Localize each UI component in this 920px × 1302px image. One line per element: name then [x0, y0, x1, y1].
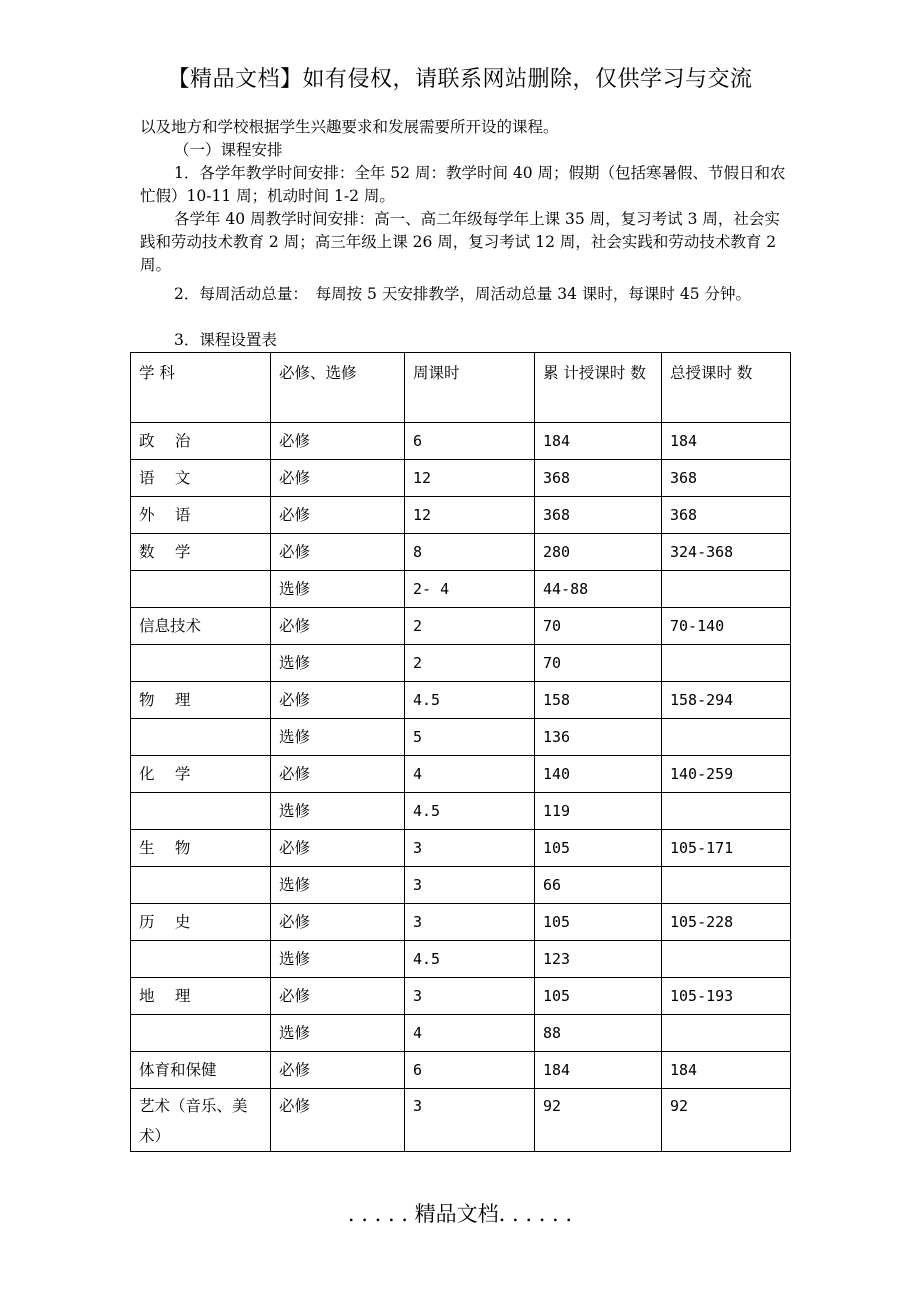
table-row — [131, 534, 791, 571]
cell-total-hours: 70-140 — [662, 608, 791, 645]
header-subject: 学 科 — [131, 353, 271, 423]
page-footer: . . . . . 精品文档. . . . . . — [347, 1202, 573, 1226]
cell-weekly-hours: 4.5 — [405, 793, 535, 830]
course-schedule-table — [130, 352, 791, 1152]
table-row — [131, 793, 791, 830]
cell-cumulative-hours: 123 — [535, 941, 662, 978]
cell-total-hours — [662, 719, 791, 756]
cell-type: 选修 — [271, 645, 405, 682]
cell-weekly-hours: 3 — [405, 904, 535, 941]
cell-weekly-hours: 2 — [405, 645, 535, 682]
cell-cumulative-hours: 44-88 — [535, 571, 662, 608]
cell-weekly-hours: 12 — [405, 497, 535, 534]
cell-total-hours: 184 — [662, 423, 791, 460]
table-row — [131, 941, 791, 978]
cell-total-hours: 184 — [662, 1052, 791, 1089]
cell-weekly-hours: 4.5 — [405, 682, 535, 719]
cell-total-hours: 140-259 — [662, 756, 791, 793]
header-weekly-hours: 周课时 — [405, 353, 535, 423]
cell-weekly-hours: 6 — [405, 1052, 535, 1089]
table-row — [131, 867, 791, 904]
cell-weekly-hours: 6 — [405, 423, 535, 460]
cell-total-hours: 105-171 — [662, 830, 791, 867]
table-row — [131, 978, 791, 1015]
table-row — [131, 460, 791, 497]
cell-subject — [131, 645, 271, 682]
cell-type: 选修 — [271, 719, 405, 756]
cell-type: 必修 — [271, 460, 405, 497]
cell-subject: 化 学 — [131, 756, 271, 793]
cell-subject: 语 文 — [131, 460, 271, 497]
cell-subject — [131, 719, 271, 756]
cell-weekly-hours: 4.5 — [405, 941, 535, 978]
cell-type: 选修 — [271, 793, 405, 830]
cell-subject: 政 治 — [131, 423, 271, 460]
paragraph-teaching-time: 1．各学年教学时间安排：全年 52 周：教学时间 40 周；假期（包括寒暑假、节假日和农忙假）10-11 周；机动时间 1-2 周。 — [140, 164, 786, 205]
cell-subject: 外 语 — [131, 497, 271, 534]
table-row — [131, 1089, 791, 1152]
cell-weekly-hours: 8 — [405, 534, 535, 571]
cell-type: 必修 — [271, 1052, 405, 1089]
cell-subject: 信息技术 — [131, 608, 271, 645]
cell-weekly-hours: 5 — [405, 719, 535, 756]
cell-total-hours: 368 — [662, 497, 791, 534]
table-row — [131, 497, 791, 534]
cell-subject: 体育和保健 — [131, 1052, 271, 1089]
cell-total-hours — [662, 1015, 791, 1052]
header-type: 必修、选修 — [271, 353, 405, 423]
table-caption: 3．课程设置表 — [174, 331, 277, 349]
paragraph-weekly-activity: 2．每周活动总量： 每周按 5 天安排教学，周活动总量 34 课时，每课时 45 分钟。 — [174, 285, 751, 303]
cell-type: 必修 — [271, 423, 405, 460]
cell-cumulative-hours: 66 — [535, 867, 662, 904]
cell-subject: 历 史 — [131, 904, 271, 941]
table-row — [131, 608, 791, 645]
cell-total-hours — [662, 645, 791, 682]
cell-subject: 数 学 — [131, 534, 271, 571]
cell-type: 选修 — [271, 571, 405, 608]
cell-type: 必修 — [271, 756, 405, 793]
cell-subject: 物 理 — [131, 682, 271, 719]
cell-total-hours: 105-193 — [662, 978, 791, 1015]
cell-type: 必修 — [271, 830, 405, 867]
cell-total-hours — [662, 941, 791, 978]
cell-subject — [131, 941, 271, 978]
cell-cumulative-hours: 368 — [535, 497, 662, 534]
cell-cumulative-hours: 140 — [535, 756, 662, 793]
cell-total-hours — [662, 793, 791, 830]
table-row — [131, 1052, 791, 1089]
cell-cumulative-hours: 92 — [535, 1089, 662, 1152]
cell-weekly-hours: 12 — [405, 460, 535, 497]
cell-subject: 艺术（音乐、美术） — [131, 1089, 271, 1152]
cell-subject — [131, 867, 271, 904]
cell-cumulative-hours: 70 — [535, 645, 662, 682]
cell-type: 必修 — [271, 497, 405, 534]
cell-total-hours: 324-368 — [662, 534, 791, 571]
cell-weekly-hours: 4 — [405, 756, 535, 793]
cell-type: 必修 — [271, 534, 405, 571]
intro-continuation: 以及地方和学校根据学生兴趣要求和发展需要所开设的课程。 — [140, 118, 559, 136]
table-row — [131, 645, 791, 682]
cell-cumulative-hours: 119 — [535, 793, 662, 830]
cell-weekly-hours: 4 — [405, 1015, 535, 1052]
cell-subject: 地 理 — [131, 978, 271, 1015]
cell-type: 必修 — [271, 904, 405, 941]
cell-weekly-hours: 3 — [405, 1089, 535, 1152]
table-row — [131, 756, 791, 793]
cell-subject — [131, 571, 271, 608]
cell-subject — [131, 793, 271, 830]
cell-cumulative-hours: 184 — [535, 1052, 662, 1089]
cell-type: 必修 — [271, 682, 405, 719]
cell-type: 必修 — [271, 608, 405, 645]
header-cumulative-hours: 累 计授课时 数 — [535, 353, 662, 423]
cell-cumulative-hours: 158 — [535, 682, 662, 719]
cell-total-hours — [662, 571, 791, 608]
cell-weekly-hours: 3 — [405, 978, 535, 1015]
table-row — [131, 571, 791, 608]
cell-cumulative-hours: 368 — [535, 460, 662, 497]
cell-total-hours — [662, 867, 791, 904]
cell-weekly-hours: 2- 4 — [405, 571, 535, 608]
cell-subject — [131, 1015, 271, 1052]
table-row — [131, 904, 791, 941]
cell-cumulative-hours: 105 — [535, 978, 662, 1015]
table-row — [131, 719, 791, 756]
cell-type: 必修 — [271, 978, 405, 1015]
cell-type: 必修 — [271, 1089, 405, 1152]
cell-cumulative-hours: 184 — [535, 423, 662, 460]
cell-subject: 生 物 — [131, 830, 271, 867]
cell-cumulative-hours: 280 — [535, 534, 662, 571]
cell-cumulative-hours: 136 — [535, 719, 662, 756]
header-total-hours: 总授课时 数 — [662, 353, 791, 423]
section-heading-course-arrangement: （一）课程安排 — [174, 141, 283, 159]
cell-total-hours: 92 — [662, 1089, 791, 1152]
cell-weekly-hours: 3 — [405, 830, 535, 867]
cell-total-hours: 158-294 — [662, 682, 791, 719]
cell-type: 选修 — [271, 1015, 405, 1052]
table-row — [131, 1015, 791, 1052]
cell-total-hours: 105-228 — [662, 904, 791, 941]
cell-weekly-hours: 2 — [405, 608, 535, 645]
paragraph-weekly-schedule: 各学年 40 周教学时间安排：高一、高二年级每学年上课 35 周，复习考试 3 周，社会实践和劳动技术教育 2 周；高三年级上课 26 周，复习考试 12 周，社会实践和劳动技术教育 2 周。 — [140, 210, 780, 274]
cell-cumulative-hours: 88 — [535, 1015, 662, 1052]
cell-cumulative-hours: 105 — [535, 904, 662, 941]
cell-cumulative-hours: 70 — [535, 608, 662, 645]
cell-cumulative-hours: 105 — [535, 830, 662, 867]
cell-type: 选修 — [271, 941, 405, 978]
cell-weekly-hours: 3 — [405, 867, 535, 904]
table-row — [131, 830, 791, 867]
table-header-row — [131, 353, 791, 423]
cell-total-hours: 368 — [662, 460, 791, 497]
page-header-watermark: 【精品文档】如有侵权，请联系网站删除，仅供学习与交流 — [167, 67, 753, 92]
table-row — [131, 423, 791, 460]
table-row — [131, 682, 791, 719]
cell-type: 选修 — [271, 867, 405, 904]
